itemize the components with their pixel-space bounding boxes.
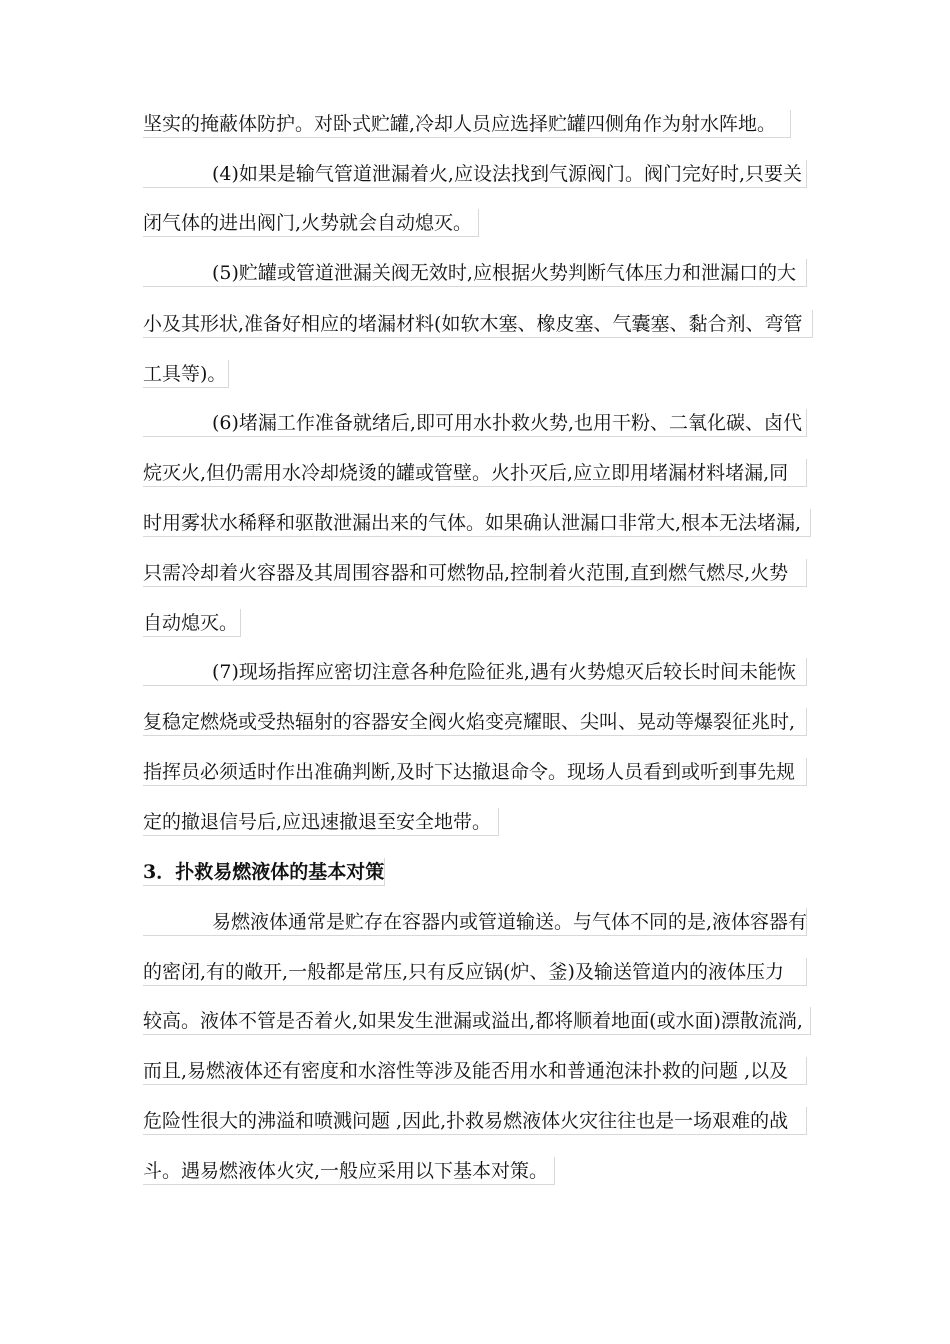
paragraph-8-line-6: 斗。遇易燃液体火灾,一般应采用以下基本对策。 (143, 1157, 555, 1185)
paragraph-6-line-4: 只需冷却着火容器及其周围容器和可燃物品,控制着火范围,直到燃气燃尽,火势 (143, 559, 807, 587)
paragraph-8-line-2: 的密闭,有的敞开,一般都是常压,只有反应锅(炉、釜)及输送管道内的液体压力 (143, 958, 807, 986)
paragraph-4-line-1: (4)如果是输气管道泄漏着火,应设法找到气源阀门。阀门完好时,只要关 (143, 160, 807, 188)
paragraph-4-line-2: 闭气体的进出阀门,火势就会自动熄灭。 (143, 209, 479, 237)
paragraph-8-line-3: 较高。液体不管是否着火,如果发生泄漏或溢出,都将顺着地面(或水面)漂散流淌, (143, 1007, 811, 1035)
paragraph-8-line-5: 危险性很大的沸溢和喷溅问题 ,因此,扑救易燃液体火灾往往也是一场艰难的战 (143, 1107, 807, 1135)
paragraph-5-line-3: 工具等)。 (143, 360, 229, 388)
paragraph-7-line-4: 定的撤退信号后,应迅速撤退至安全地带。 (143, 808, 499, 836)
paragraph-6-line-2: 烷灭火,但仍需用水冷却烧烫的罐或管壁。火扑灭后,应立即用堵漏材料堵漏,同 (143, 459, 807, 487)
paragraph-5-line-2: 小及其形状,准备好相应的堵漏材料(如软木塞、橡皮塞、气囊塞、黏合剂、弯管 (143, 310, 813, 338)
paragraph-8-line-4: 而且,易燃液体还有密度和水溶性等涉及能否用水和普通泡沫扑救的问题 ,以及 (143, 1057, 807, 1085)
paragraph-6-line-3: 时用雾状水稀释和驱散泄漏出来的气体。如果确认泄漏口非常大,根本无法堵漏, (143, 509, 811, 537)
paragraph-7-line-2: 复稳定燃烧或受热辐射的容器安全阀火焰变亮耀眼、尖叫、晃动等爆裂征兆时, (143, 708, 807, 736)
paragraph-8-line-1: 易燃液体通常是贮存在容器内或管道输送。与气体不同的是,液体容器有 (143, 908, 807, 936)
paragraph-7-line-3: 指挥员必须适时作出准确判断,及时下达撤退命令。现场人员看到或听到事先规 (143, 758, 807, 786)
text-line: 坚实的掩蔽体防护。对卧式贮罐,冷却人员应选择贮罐四侧角作为射水阵地。 (143, 110, 791, 138)
paragraph-5-line-1: (5)贮罐或管道泄漏关阀无效时,应根据火势判断气体压力和泄漏口的大 (143, 259, 807, 287)
paragraph-6-line-5: 自动熄灭。 (143, 609, 241, 637)
paragraph-7-line-1: (7)现场指挥应密切注意各种危险征兆,遇有火势熄灭后较长时间未能恢 (143, 658, 807, 686)
paragraph-6-line-1: (6)堵漏工作准备就绪后,即可用水扑救火势,也用干粉、二氧化碳、卤代 (143, 409, 807, 437)
section-heading: 3．扑救易燃液体的基本对策 (143, 858, 385, 886)
